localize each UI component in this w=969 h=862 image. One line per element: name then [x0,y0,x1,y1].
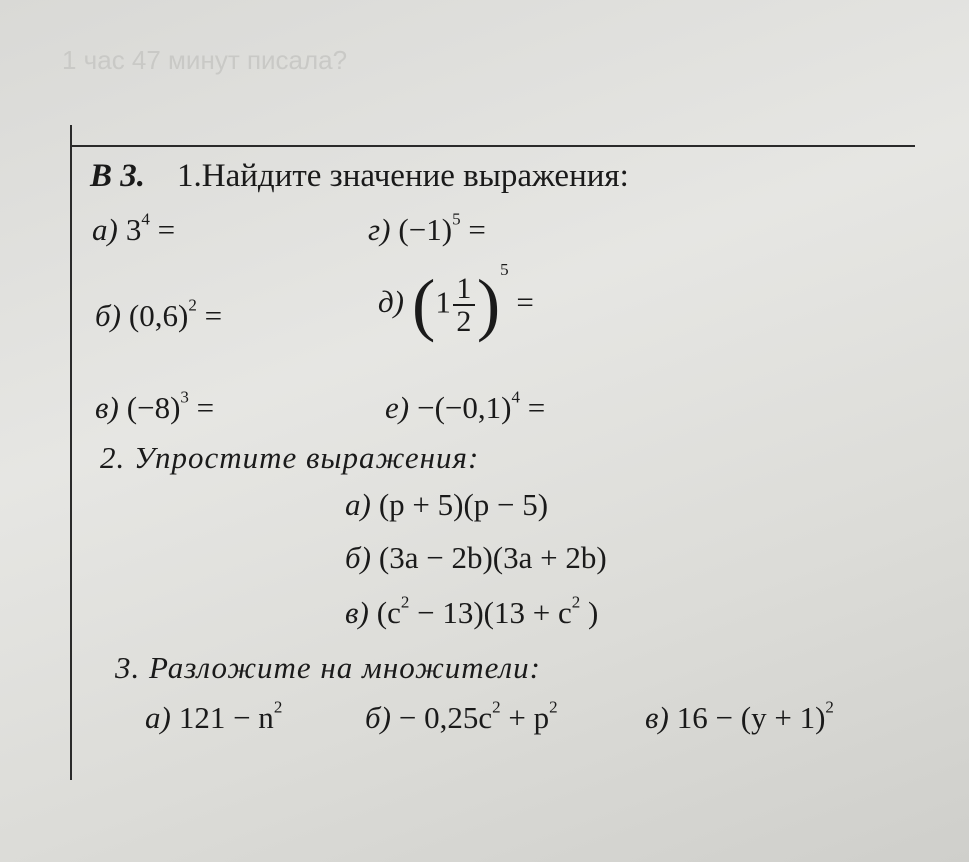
item-label: б) [345,540,371,575]
task1-item-b [95,295,223,334]
task2-item-b [345,540,607,576]
item-label: а) [92,212,118,247]
task1-item-e [385,387,546,426]
expr-base: −(−0,1) [417,390,512,425]
item-label: а) [145,700,171,735]
exponent: 2 [400,592,410,612]
mixed-whole: 1 [435,284,451,320]
item-label: в) [345,595,369,630]
exponent: 2 [549,697,558,717]
expression: (3a − 2b)(3a + 2b) [378,540,607,575]
task2-item-v [345,592,599,631]
task1-title: 1.Найдите значение выражения: [177,158,629,194]
item-label: б) [365,700,391,735]
exponent: 4 [511,387,520,407]
worksheet-header [90,158,629,195]
equals-sign: = [204,298,223,333]
numerator: 1 [456,271,472,305]
expression-part: − 0,25c [398,700,493,735]
exponent: 5 [500,260,509,279]
task1-item-a [92,209,176,248]
task3-item-a [145,697,283,736]
expr-base: (−8) [126,390,181,425]
expression-part: 16 − (y + 1) [676,700,826,735]
equals-sign: = [468,212,486,247]
task3-item-v [645,697,834,736]
exponent: 4 [141,209,150,229]
equals-sign: = [196,390,215,425]
expression-part: − 13)(13 + c [409,595,572,630]
exponent: 2 [492,697,501,717]
equals-sign: = [516,284,534,320]
item-label: а) [345,487,371,522]
task3-title: 3. Разложите на множители: [115,650,542,685]
equals-sign: = [527,390,546,425]
exponent: 2 [273,697,283,717]
denominator: 2 [456,305,472,339]
item-label: в) [645,700,669,735]
task1-item-g [368,209,486,248]
item-label: в) [95,390,119,425]
exponent: 2 [188,295,197,315]
task1-item-v [95,387,215,426]
background-ghost-text: 1 час 47 минут писала? [62,45,348,75]
task2-item-a [345,487,548,523]
fraction [453,273,475,338]
item-label: б) [95,298,121,333]
expr-base: (−1) [398,212,453,247]
task1-item-d: д) (1 $\frac{1}{2}$ )$^5$ = [378,260,534,344]
variant-label: В 3. [90,158,146,194]
exponent: 5 [452,209,461,229]
worksheet-top-rule [70,145,915,147]
exponent: 2 [571,592,581,612]
item-label: е) [385,390,410,425]
expression-part: + p [500,700,550,735]
expr-base: (0,6) [128,298,189,333]
expr-base: 3 [125,212,142,247]
exponent: 3 [180,387,189,407]
task3-item-b [365,697,558,736]
equals-sign: = [157,212,176,247]
task2-title: 2. Упростите выражения: [100,440,480,475]
expression-part: ) [580,595,599,630]
item-label: д) [378,284,405,320]
worksheet-left-rule [70,125,72,780]
item-label: г) [368,212,391,247]
expression-part: (c [376,595,401,630]
exponent: 2 [825,697,834,717]
expression-part: 121 − n [178,700,274,735]
expression: (p + 5)(p − 5) [378,487,549,522]
